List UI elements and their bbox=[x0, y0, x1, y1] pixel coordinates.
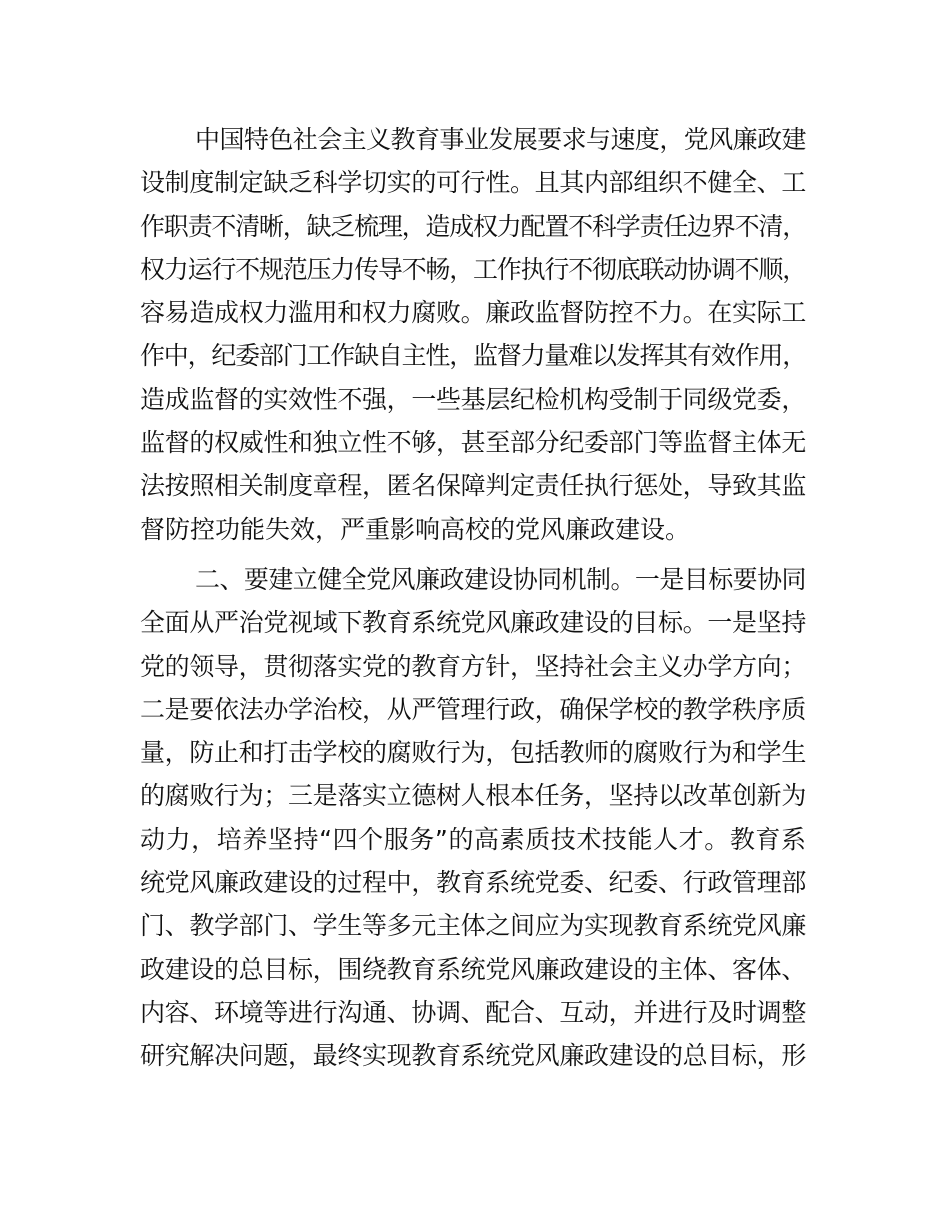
text-line: 量，防止和打击学校的腐败行为，包括教师的腐败行为和学生 bbox=[140, 738, 806, 768]
document-page bbox=[140, 118, 806, 1078]
text-line: 二、要建立健全党风廉政建设协同机制。一是目标要协同 bbox=[195, 564, 806, 594]
text-line: 监督的权威性和独立性不够，甚至部分纪委部门等监督主体无 bbox=[140, 428, 806, 458]
text-line: 二是要依法办学治校，从严管理行政，确保学校的教学秩序质 bbox=[140, 694, 806, 724]
text-line: 政建设的总目标，围绕教育系统党风廉政建设的主体、客体、 bbox=[140, 954, 806, 984]
paragraph-1 bbox=[140, 118, 806, 551]
text-line: 中国特色社会主义教育事业发展要求与速度，党风廉政建 bbox=[195, 125, 806, 154]
text-line: 全面从严治党视域下教育系统党风廉政建设的目标。一是坚持 bbox=[140, 608, 806, 638]
text-line: 权力运行不规范压力传导不畅，工作执行不彻底联动协调不顺， bbox=[140, 254, 806, 284]
text-line: 门、教学部门、学生等多元主体之间应为实现教育系统党风廉 bbox=[140, 911, 806, 941]
text-line: 容易造成权力滥用和权力腐败。廉政监督防控不力。在实际工 bbox=[140, 298, 806, 328]
text-line: 作职责不清晰，缺乏梳理，造成权力配置不科学责任边界不清， bbox=[140, 211, 806, 241]
text-line: 设制度制定缺乏科学切实的可行性。且其内部组织不健全、工 bbox=[140, 168, 806, 198]
text-line: 法按照相关制度章程，匿名保障判定责任执行惩处，导致其监 bbox=[140, 471, 806, 501]
paragraph-2 bbox=[140, 558, 806, 1078]
text-line: 作中，纪委部门工作缺自主性，监督力量难以发挥其有效作用， bbox=[140, 341, 806, 371]
text-line: 党的领导，贯彻落实党的教育方针，坚持社会主义办学方向； bbox=[140, 651, 806, 681]
text-line: 动力，培养坚持“四个服务”的高素质技术技能人才。教育系 bbox=[140, 824, 806, 854]
text-line: 的腐败行为；三是落实立德树人根本任务，坚持以改革创新为 bbox=[140, 781, 806, 811]
text-line: 督防控功能失效，严重影响高校的党风廉政建设。 bbox=[140, 514, 691, 544]
text-line: 研究解决问题，最终实现教育系统党风廉政建设的总目标，形 bbox=[140, 1041, 806, 1071]
text-line: 内容、环境等进行沟通、协调、配合、互动，并进行及时调整 bbox=[140, 997, 806, 1027]
text-line: 统党风廉政建设的过程中，教育系统党委、纪委、行政管理部 bbox=[140, 868, 806, 898]
text-line: 造成监督的实效性不强，一些基层纪检机构受制于同级党委， bbox=[140, 384, 806, 414]
